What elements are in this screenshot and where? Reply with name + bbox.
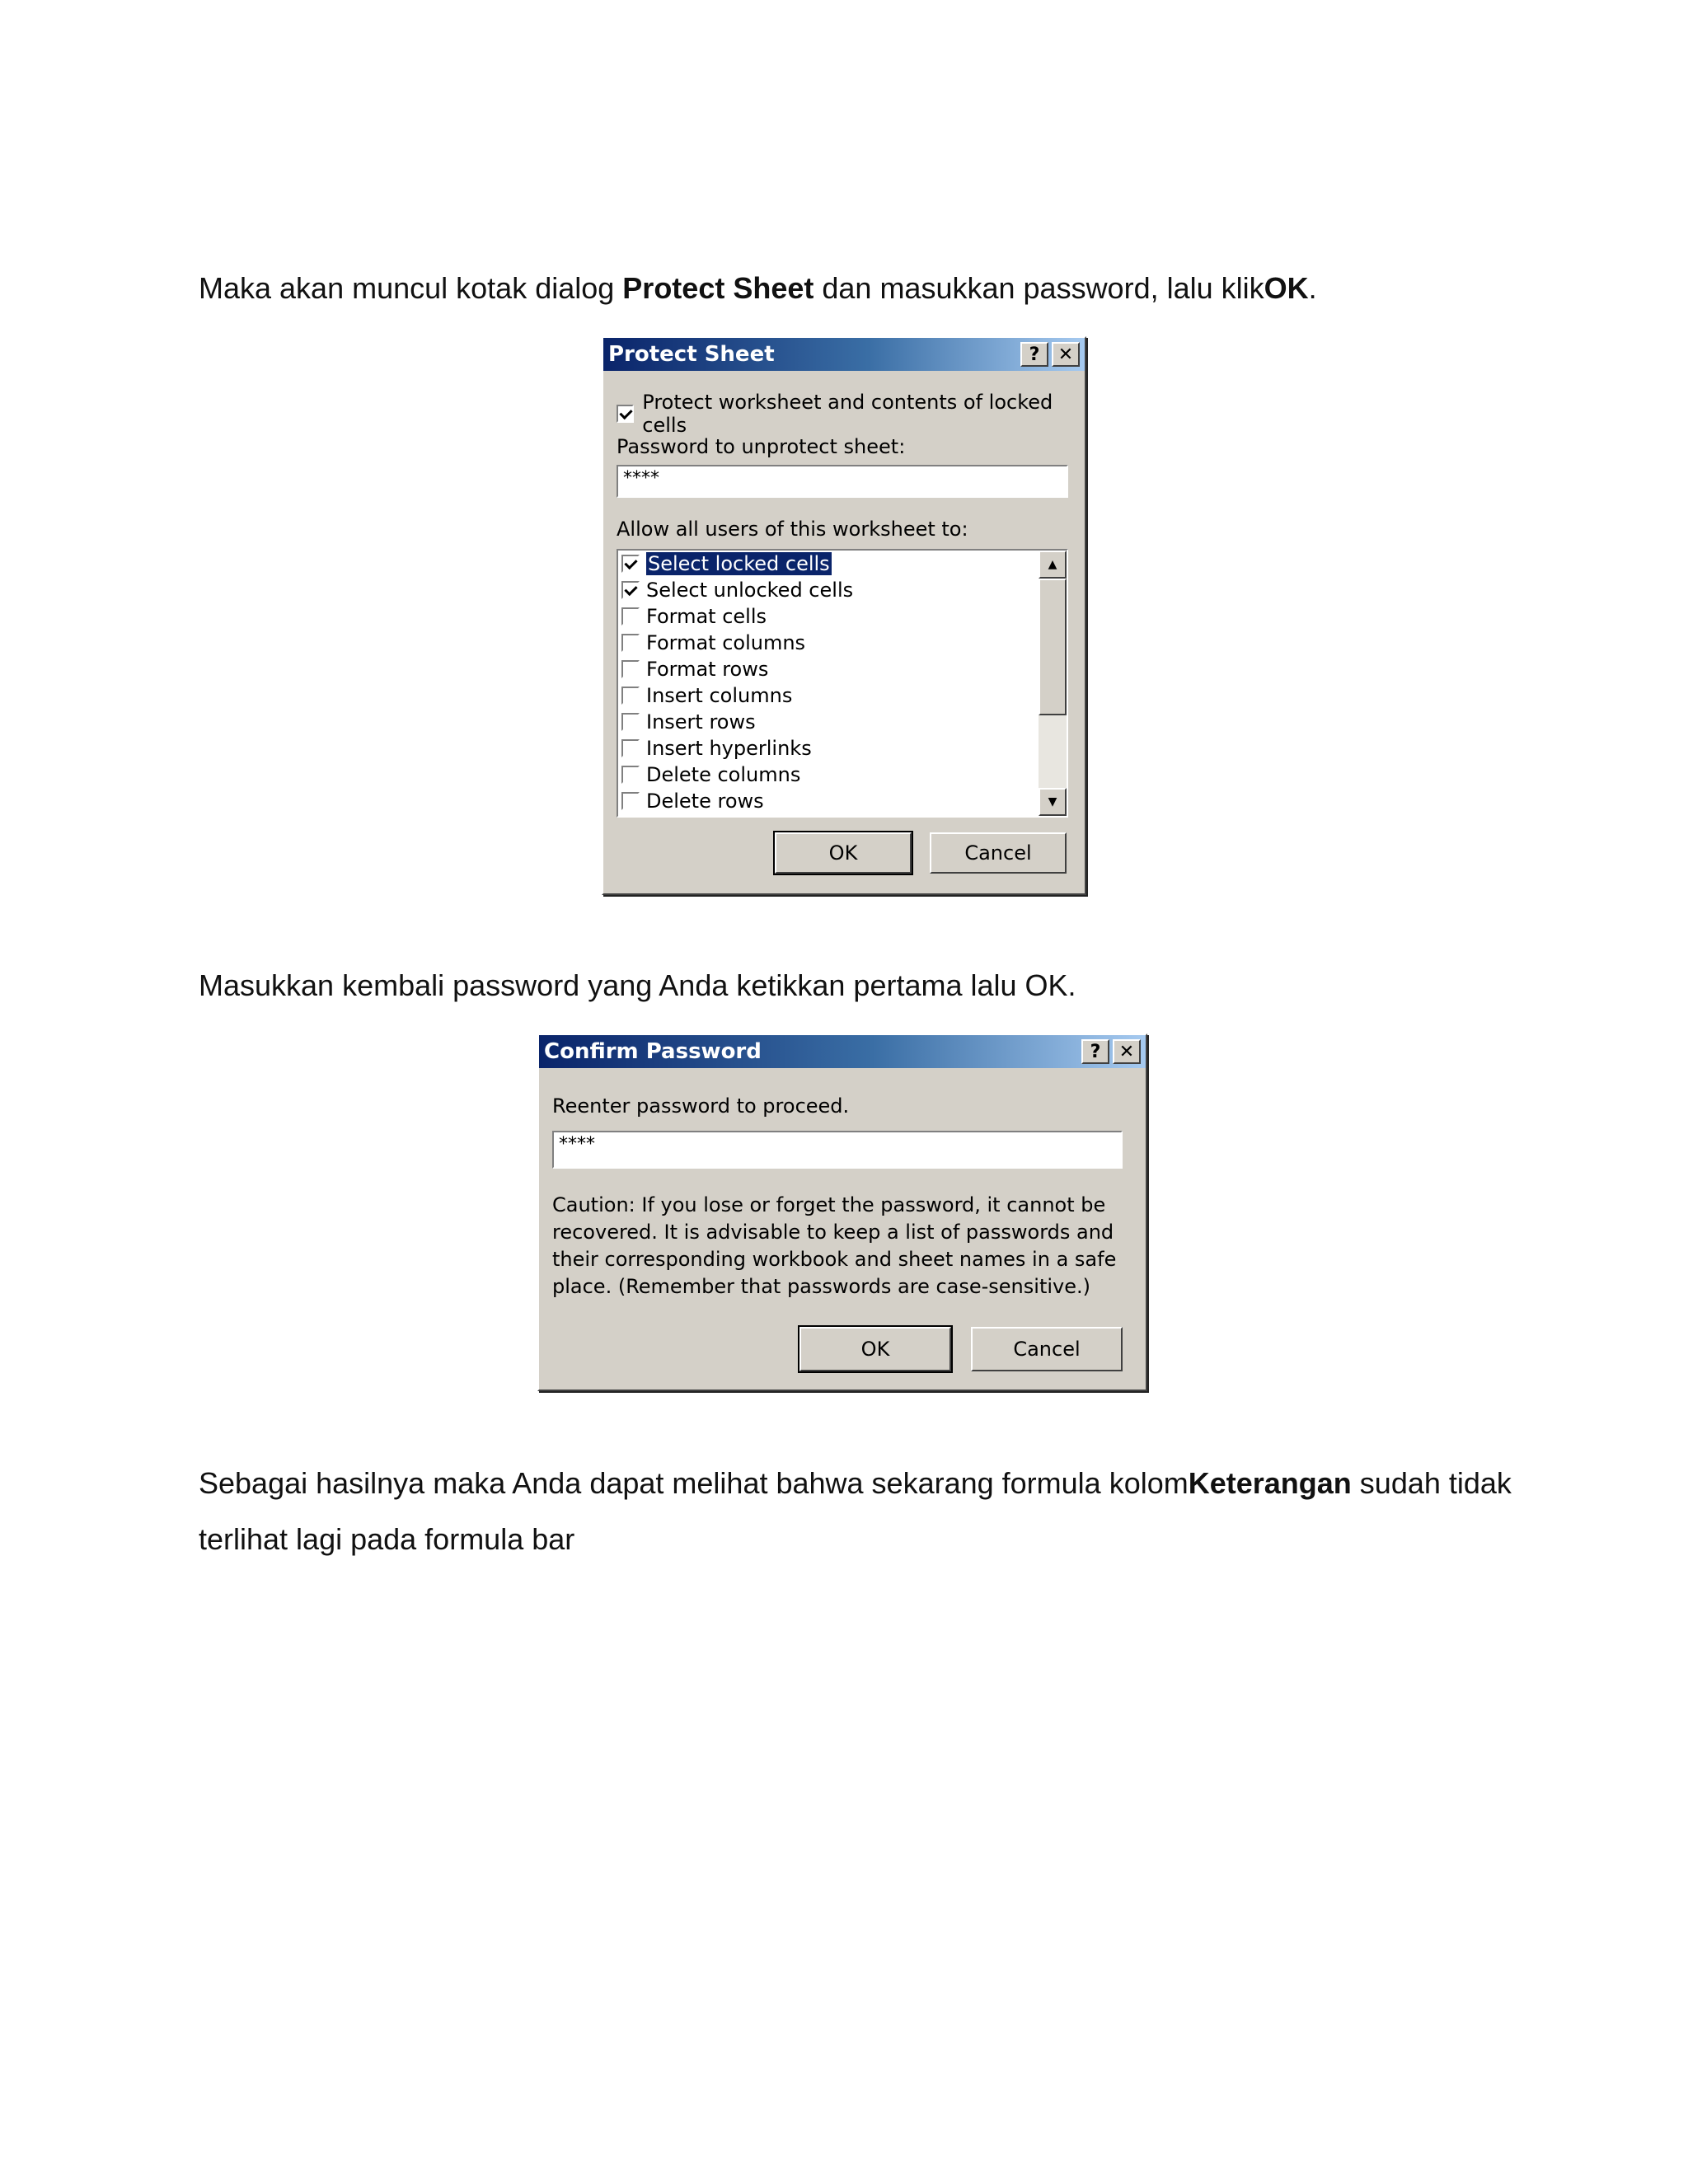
p1-text-mid: dan masukkan password, lalu klik: [814, 271, 1264, 305]
permission-checkbox[interactable]: [621, 766, 640, 784]
permission-list-item[interactable]: [618, 788, 1067, 814]
help-button[interactable]: ?: [1081, 1039, 1109, 1064]
dialog-title: Confirm Password: [544, 1039, 762, 1064]
permission-list-item[interactable]: [618, 577, 1067, 603]
p1-bold-ok: OK: [1264, 271, 1309, 305]
instruction-paragraph-1: [199, 260, 1317, 316]
scroll-down-arrow-icon[interactable]: ▼: [1039, 788, 1067, 816]
instruction-paragraph-2: Masukkan kembali password yang Anda ketikkan pertama lalu OK.: [199, 968, 1076, 1002]
help-button[interactable]: ?: [1020, 342, 1048, 367]
password-field[interactable]: ****: [617, 465, 1068, 498]
permission-checkbox[interactable]: [621, 660, 640, 678]
permission-list-item[interactable]: [618, 762, 1067, 788]
permission-checkbox[interactable]: [621, 555, 640, 573]
caution-line: their corresponding workbook and sheet names in a safe: [552, 1248, 1117, 1271]
cancel-button[interactable]: Cancel: [930, 832, 1067, 874]
allow-users-label: Allow all users of this worksheet to:: [617, 518, 968, 541]
permission-list-item[interactable]: [618, 603, 1067, 630]
instruction-paragraph-3: [199, 1455, 1512, 1511]
permission-list-item[interactable]: [618, 735, 1067, 762]
permission-label: Insert hyperlinks: [646, 737, 812, 760]
confirm-password-titlebar: [539, 1035, 1146, 1068]
permission-checkbox[interactable]: [621, 687, 640, 705]
permission-label: Format columns: [646, 631, 806, 654]
permissions-listbox[interactable]: [617, 549, 1068, 818]
scroll-thumb[interactable]: [1039, 579, 1067, 715]
permission-label: Format rows: [646, 658, 769, 681]
p3-text-end: sudah tidak: [1351, 1466, 1512, 1500]
permission-label: Delete columns: [646, 763, 801, 786]
caution-line: recovered. It is advisable to keep a list of passwords and: [552, 1221, 1114, 1244]
instruction-paragraph-3-line-2: terlihat lagi pada formula bar: [199, 1522, 575, 1556]
caution-line: place. (Remember that passwords are case-sensitive.): [552, 1275, 1090, 1298]
permission-list-item[interactable]: [618, 551, 1067, 577]
permission-checkbox[interactable]: [621, 739, 640, 757]
permission-checkbox[interactable]: [621, 792, 640, 810]
ok-button[interactable]: OK: [775, 832, 912, 874]
password-label: Password to unprotect sheet:: [617, 435, 906, 458]
permission-list-item[interactable]: [618, 682, 1067, 709]
caution-text: [552, 1192, 1116, 1301]
permission-label: Insert rows: [646, 710, 756, 733]
p1-text: Maka akan muncul kotak dialog: [199, 271, 623, 305]
p1-bold-protect-sheet: Protect Sheet: [622, 271, 814, 305]
reenter-password-label: Reenter password to proceed.: [552, 1094, 850, 1118]
protect-worksheet-option[interactable]: [617, 391, 1085, 437]
permissions-list: [618, 551, 1067, 814]
permission-list-item[interactable]: [618, 630, 1067, 656]
permission-label: Delete rows: [646, 790, 764, 813]
close-button[interactable]: ✕: [1052, 342, 1080, 367]
protect-sheet-dialog: [602, 336, 1086, 895]
protect-sheet-titlebar: [603, 338, 1085, 371]
confirm-password-field[interactable]: ****: [552, 1131, 1123, 1169]
permission-checkbox[interactable]: [621, 634, 640, 652]
permission-checkbox[interactable]: [621, 607, 640, 626]
protect-worksheet-checkbox[interactable]: [617, 405, 634, 423]
permission-list-item[interactable]: [618, 709, 1067, 735]
permission-label: Insert columns: [646, 684, 793, 707]
ok-button[interactable]: OK: [799, 1327, 951, 1371]
protect-worksheet-label: Protect worksheet and contents of locked cells: [642, 391, 1053, 437]
permission-list-item[interactable]: [618, 656, 1067, 682]
confirm-password-dialog: [537, 1033, 1147, 1391]
permission-checkbox[interactable]: [621, 581, 640, 599]
permission-label: Select locked cells: [648, 552, 830, 575]
permission-label: Select unlocked cells: [646, 579, 854, 602]
scroll-up-arrow-icon[interactable]: ▲: [1039, 551, 1067, 579]
permission-checkbox[interactable]: [621, 713, 640, 731]
p3-bold-keterangan: Keterangan: [1188, 1466, 1352, 1500]
dialog-title: Protect Sheet: [608, 342, 775, 367]
permission-label: Format cells: [646, 605, 767, 628]
caution-line: Caution: If you lose or forget the password, it cannot be: [552, 1193, 1106, 1216]
listbox-scrollbar[interactable]: [1039, 551, 1067, 816]
close-button[interactable]: ✕: [1113, 1039, 1141, 1064]
cancel-button[interactable]: Cancel: [971, 1327, 1123, 1371]
p1-text-end: .: [1308, 271, 1317, 305]
p3-text: Sebagai hasilnya maka Anda dapat melihat bahwa sekarang formula kolom: [199, 1466, 1189, 1500]
